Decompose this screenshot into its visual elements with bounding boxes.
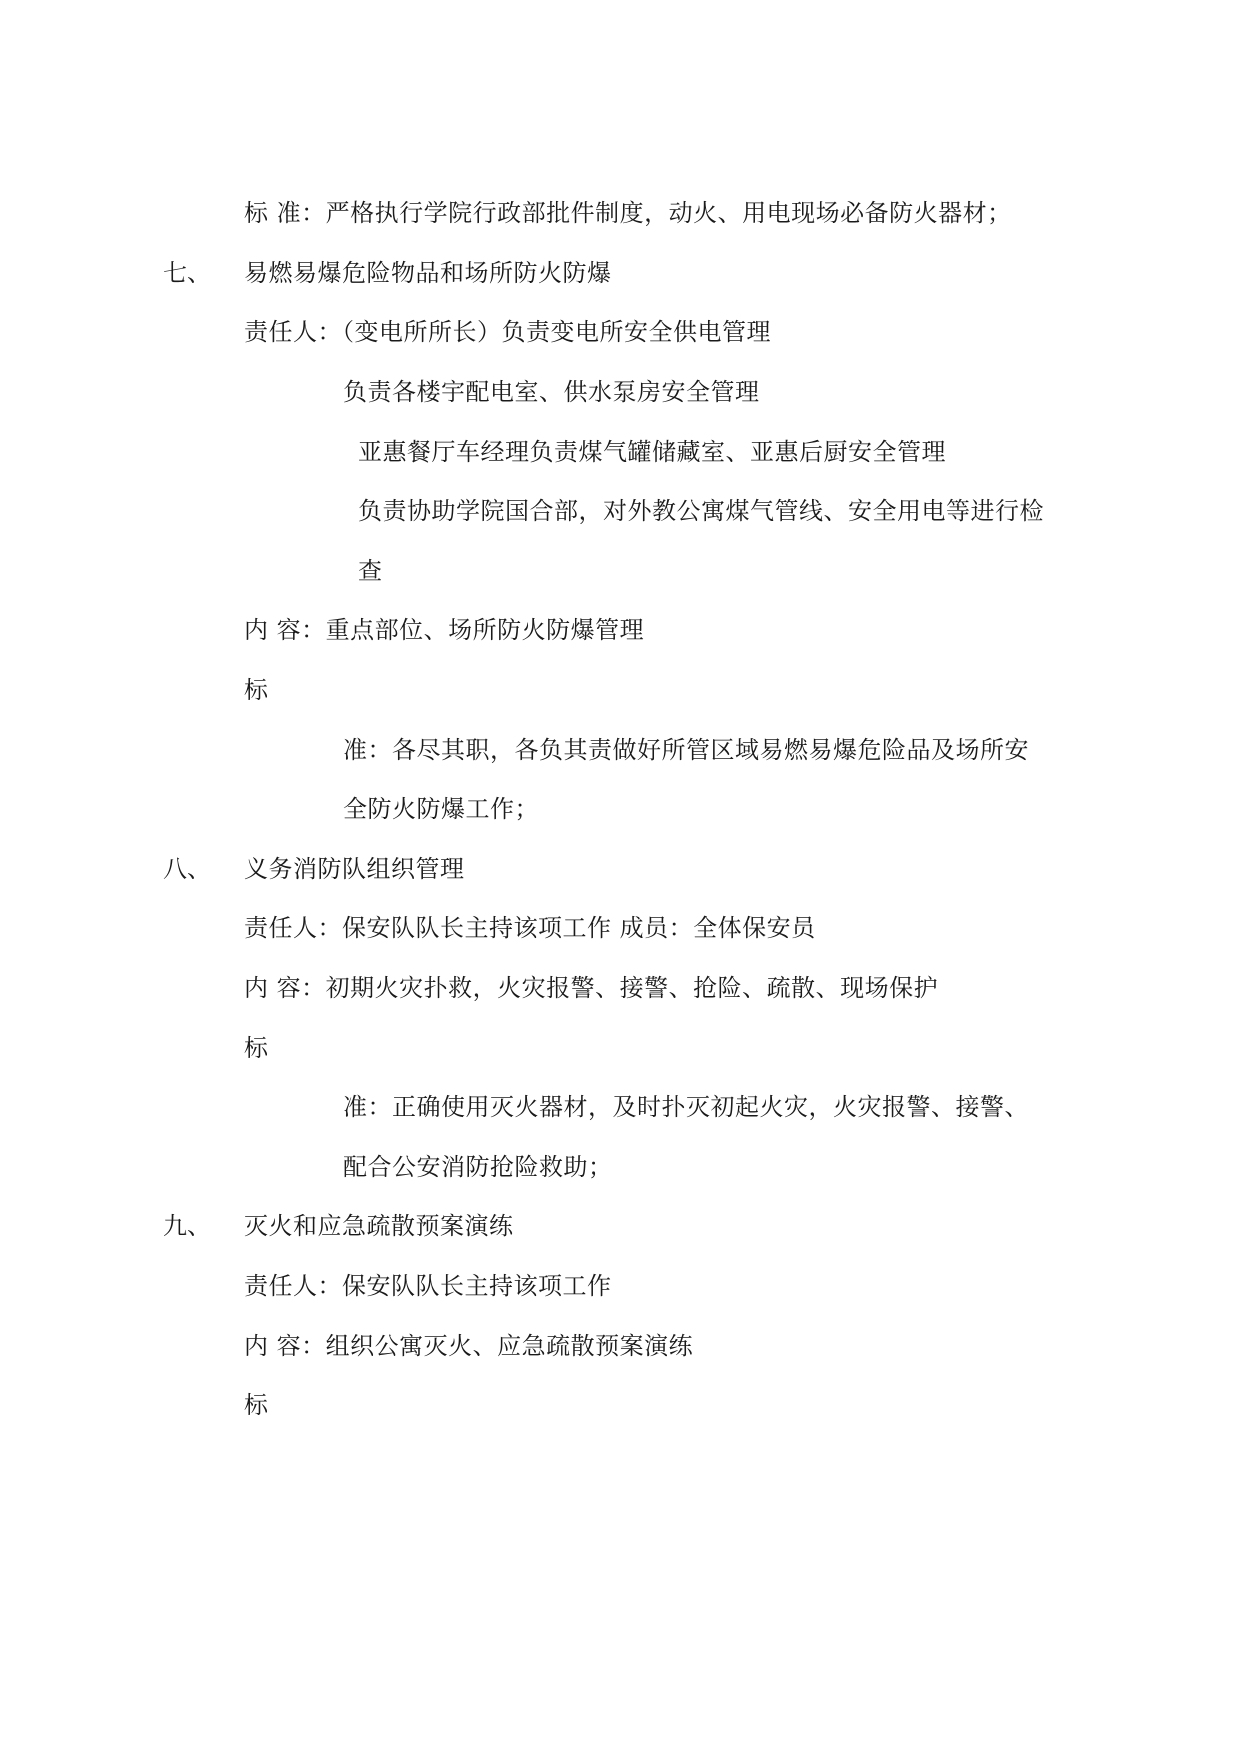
responsible-line: 责任人：保安队队长主持该项工作 成员：全体保安员 bbox=[244, 914, 816, 942]
responsible-line: 责任人：保安队队长主持该项工作 bbox=[244, 1272, 612, 1300]
standard-text-cont: 全防火防爆工作； bbox=[343, 795, 539, 823]
responsible-line-4-cont: 查 bbox=[358, 557, 383, 585]
section-number-9: 九、 bbox=[163, 1212, 211, 1240]
responsible-line-3: 亚惠餐厅车经理负责煤气罐储藏室、亚惠后厨安全管理 bbox=[358, 438, 946, 466]
content-line: 内 容：重点部位、场所防火防爆管理 bbox=[244, 616, 645, 644]
standard-label: 标 bbox=[244, 676, 269, 704]
standard-text: 准：各尽其职，各负其责做好所管区域易燃易爆危险品及场所安 bbox=[343, 736, 1029, 764]
section-heading-7: 易燃易爆危险物品和场所防火防爆 bbox=[244, 259, 612, 287]
content-line: 内 容：初期火灾扑救，火灾报警、接警、抢险、疏散、现场保护 bbox=[244, 974, 939, 1002]
standard-text-cont: 配合公安消防抢险救助； bbox=[343, 1153, 613, 1181]
section-heading-8: 义务消防队组织管理 bbox=[244, 855, 465, 883]
section-heading-9: 灭火和应急疏散预案演练 bbox=[244, 1212, 514, 1240]
standard-line bbox=[244, 198, 1012, 228]
section-number-8: 八、 bbox=[163, 855, 211, 883]
standard-label: 标 bbox=[244, 1034, 269, 1062]
responsible-line-4: 负责协助学院国合部，对外教公寓煤气管线、安全用电等进行检 bbox=[358, 497, 1044, 525]
standard-label-1: 标 准：严格执行学院行政部批件制度，动火、用电现场必备防火器材； bbox=[244, 199, 1012, 227]
responsible-line: 责任人：（变电所所长）负责变电所安全供电管理 bbox=[244, 318, 771, 346]
responsible-line-2: 负责各楼宇配电室、供水泵房安全管理 bbox=[343, 378, 760, 406]
standard-text: 准：正确使用灭火器材，及时扑灭初起火灾，火灾报警、接警、 bbox=[343, 1093, 1029, 1121]
standard-label: 标 bbox=[244, 1391, 269, 1419]
content-line: 内 容：组织公寓灭火、应急疏散预案演练 bbox=[244, 1332, 694, 1360]
section-number-7: 七、 bbox=[163, 259, 211, 287]
